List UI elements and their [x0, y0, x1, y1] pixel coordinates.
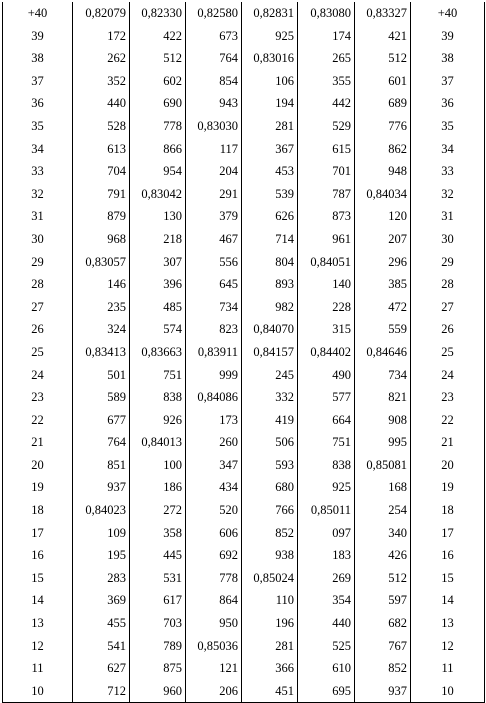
table-cell-value: 183 — [298, 544, 355, 567]
row-argument-right: 22 — [411, 409, 485, 432]
table-row — [3, 431, 485, 454]
table-row — [3, 47, 485, 70]
row-argument-left: 21 — [31, 435, 44, 450]
table-cell-value: 195 — [73, 544, 130, 567]
table-cell-value: 0,83042 — [130, 183, 186, 206]
table-cell-value: 0,83413 — [73, 341, 130, 364]
row-argument-right: 10 — [411, 680, 485, 703]
table-cell-value: 589 — [73, 386, 130, 409]
row-argument-left: 25 — [31, 344, 44, 359]
table-cell-value: 937 — [73, 476, 130, 499]
table-cell-value: 467 — [186, 228, 242, 251]
row-argument-left: 27 — [31, 299, 44, 314]
table-cell-value: 260 — [186, 431, 242, 454]
table-cell-value: 852 — [242, 522, 298, 545]
table-row — [3, 138, 485, 161]
table-cell-value: 734 — [355, 364, 411, 387]
table-cell-value: 525 — [298, 635, 355, 658]
row-argument-left: 38 — [31, 51, 44, 66]
table-cell-value: 520 — [186, 499, 242, 522]
row-argument-left: 23 — [31, 390, 44, 405]
table-cell-value: 999 — [186, 364, 242, 387]
table-cell-value: 0,83911 — [186, 341, 242, 364]
table-cell-value: 875 — [130, 657, 186, 680]
row-argument-left: 33 — [31, 164, 44, 179]
row-argument-right: 23 — [411, 386, 485, 409]
table-row — [3, 499, 485, 522]
table-cell-value: 704 — [73, 160, 130, 183]
table-cell-value: 0,83057 — [73, 251, 130, 274]
table-cell-value: 764 — [73, 431, 130, 454]
table-cell-value: 789 — [130, 635, 186, 658]
row-argument-left: 36 — [31, 96, 44, 111]
table-cell-value: 440 — [73, 92, 130, 115]
table-cell-value: 645 — [186, 273, 242, 296]
table-cell-value: 767 — [355, 635, 411, 658]
table-cell-value: 541 — [73, 635, 130, 658]
table-cell-value: 485 — [130, 296, 186, 319]
table-cell-value: 140 — [298, 273, 355, 296]
row-argument-left: 26 — [31, 322, 44, 337]
row-argument-right: 21 — [411, 431, 485, 454]
row-argument-right: 13 — [411, 612, 485, 635]
table-cell-value: 109 — [73, 522, 130, 545]
table-row — [3, 92, 485, 115]
table-cell-value: 117 — [186, 138, 242, 161]
table-cell-value: 879 — [73, 205, 130, 228]
table-row — [3, 205, 485, 228]
row-argument-right: 39 — [411, 25, 485, 48]
row-argument-left: 14 — [31, 593, 44, 608]
table-cell-value: 265 — [298, 47, 355, 70]
table-cell-value: 396 — [130, 273, 186, 296]
table-cell-value: 235 — [73, 296, 130, 319]
table-cell-value: 925 — [242, 25, 298, 48]
table-cell-value: 506 — [242, 431, 298, 454]
table-cell-value: 281 — [242, 635, 298, 658]
table-cell-value: 734 — [186, 296, 242, 319]
table-cell-value: 173 — [186, 409, 242, 432]
table-cell-value: 0,85024 — [242, 567, 298, 590]
table-cell-value: 194 — [242, 92, 298, 115]
table-cell-value: 787 — [298, 183, 355, 206]
table-row — [3, 296, 485, 319]
table-cell-value: 385 — [355, 273, 411, 296]
table-cell-value: 712 — [73, 680, 130, 703]
table-cell-value: 601 — [355, 70, 411, 93]
table-cell-value: 838 — [130, 386, 186, 409]
table-cell-value: 355 — [298, 70, 355, 93]
row-argument-right: 31 — [411, 205, 485, 228]
row-argument-right: 15 — [411, 567, 485, 590]
table-cell-value: 689 — [355, 92, 411, 115]
row-argument-left: 28 — [31, 277, 44, 292]
table-row — [3, 476, 485, 499]
table-cell-value: 426 — [355, 544, 411, 567]
row-argument-right: +40 — [411, 2, 485, 25]
table-row — [3, 228, 485, 251]
table-cell-value: 512 — [130, 47, 186, 70]
table-row — [3, 589, 485, 612]
table-cell-value: 512 — [355, 47, 411, 70]
table-cell-value: 995 — [355, 431, 411, 454]
row-argument-right: 36 — [411, 92, 485, 115]
row-argument-left: 12 — [31, 638, 44, 653]
table-cell-value: 664 — [298, 409, 355, 432]
table-cell-value: 0,82831 — [242, 2, 298, 25]
table-cell-value: 110 — [242, 589, 298, 612]
table-cell-value: 120 — [355, 205, 411, 228]
table-cell-value: 0,83030 — [186, 115, 242, 138]
table-cell-value: 764 — [186, 47, 242, 70]
table-cell-value: 680 — [242, 476, 298, 499]
table-cell-value: 0,85011 — [298, 499, 355, 522]
table-row — [3, 612, 485, 635]
table-cell-value: 174 — [298, 25, 355, 48]
table-cell-value: 873 — [298, 205, 355, 228]
table-row — [3, 680, 485, 703]
table-cell-value: 296 — [355, 251, 411, 274]
table-cell-value: 453 — [242, 160, 298, 183]
row-argument-left: 37 — [31, 73, 44, 88]
table-cell-value: 791 — [73, 183, 130, 206]
row-argument-right: 34 — [411, 138, 485, 161]
table-cell-value: 539 — [242, 183, 298, 206]
table-cell-value: 925 — [298, 476, 355, 499]
table-cell-value: 512 — [355, 567, 411, 590]
row-argument-left: 10 — [31, 683, 44, 698]
table-body — [3, 2, 485, 703]
table-cell-value: 369 — [73, 589, 130, 612]
table-cell-value: 0,83327 — [355, 2, 411, 25]
row-argument-right: 38 — [411, 47, 485, 70]
table-cell-value: 455 — [73, 612, 130, 635]
table-cell-value: 254 — [355, 499, 411, 522]
table-cell-value: 245 — [242, 364, 298, 387]
table-cell-value: 626 — [242, 205, 298, 228]
table-cell-value: 451 — [242, 680, 298, 703]
row-argument-right: 25 — [411, 341, 485, 364]
table-row — [3, 318, 485, 341]
row-argument-left: 15 — [31, 570, 44, 585]
row-argument-right: 12 — [411, 635, 485, 658]
table-cell-value: 615 — [298, 138, 355, 161]
table-row — [3, 273, 485, 296]
table-row — [3, 364, 485, 387]
table-cell-value: 281 — [242, 115, 298, 138]
table-cell-value: 324 — [73, 318, 130, 341]
table-cell-value: 218 — [130, 228, 186, 251]
table-row — [3, 251, 485, 274]
row-argument-left: 31 — [31, 209, 44, 224]
table-cell-value: 701 — [298, 160, 355, 183]
table-cell-value: 943 — [186, 92, 242, 115]
row-argument-right: 32 — [411, 183, 485, 206]
table-cell-value: 778 — [186, 567, 242, 590]
table-cell-value: 597 — [355, 589, 411, 612]
table-cell-value: 776 — [355, 115, 411, 138]
table-cell-value: 490 — [298, 364, 355, 387]
row-argument-right: 27 — [411, 296, 485, 319]
table-cell-value: 862 — [355, 138, 411, 161]
table-cell-value: 434 — [186, 476, 242, 499]
table-cell-value: 559 — [355, 318, 411, 341]
row-argument-right: 30 — [411, 228, 485, 251]
table-cell-value: 751 — [130, 364, 186, 387]
table-cell-value: 269 — [298, 567, 355, 590]
table-cell-value: 0,83080 — [298, 2, 355, 25]
table-cell-value: 0,82580 — [186, 2, 242, 25]
table-cell-value: 207 — [355, 228, 411, 251]
table-row — [3, 454, 485, 477]
table-row — [3, 2, 485, 25]
table-cell-value: 379 — [186, 205, 242, 228]
table-cell-value: 347 — [186, 454, 242, 477]
table-cell-value: 0,84402 — [298, 341, 355, 364]
table-cell-value: 866 — [130, 138, 186, 161]
value-table — [2, 2, 485, 703]
row-argument-right: 26 — [411, 318, 485, 341]
row-argument-right: 28 — [411, 273, 485, 296]
row-argument-left: 35 — [31, 118, 44, 133]
table-row — [3, 386, 485, 409]
table-cell-value: 419 — [242, 409, 298, 432]
table-cell-value: 556 — [186, 251, 242, 274]
table-cell-value: 937 — [355, 680, 411, 703]
table-row — [3, 567, 485, 590]
table-cell-value: 0,82079 — [73, 2, 130, 25]
table-cell-value: 291 — [186, 183, 242, 206]
table-cell-value: 968 — [73, 228, 130, 251]
row-argument-left: 20 — [31, 457, 44, 472]
row-argument-right: 14 — [411, 589, 485, 612]
table-cell-value: 0,84086 — [186, 386, 242, 409]
table-cell-value: 352 — [73, 70, 130, 93]
table-cell-value: 097 — [298, 522, 355, 545]
table-cell-value: 703 — [130, 612, 186, 635]
table-cell-value: 529 — [298, 115, 355, 138]
row-argument-left: 16 — [31, 548, 44, 563]
table-cell-value: 501 — [73, 364, 130, 387]
table-cell-value: 893 — [242, 273, 298, 296]
table-cell-value: 440 — [298, 612, 355, 635]
row-argument-right: 11 — [411, 657, 485, 680]
table-row — [3, 409, 485, 432]
row-argument-left: 22 — [31, 412, 44, 427]
table-cell-value: 340 — [355, 522, 411, 545]
table-cell-value: 852 — [355, 657, 411, 680]
row-argument-right: 16 — [411, 544, 485, 567]
table-cell-value: 766 — [242, 499, 298, 522]
table-cell-value: 121 — [186, 657, 242, 680]
table-row — [3, 160, 485, 183]
table-cell-value: 778 — [130, 115, 186, 138]
row-argument-left: 18 — [31, 503, 44, 518]
table-cell-value: 823 — [186, 318, 242, 341]
table-cell-value: 358 — [130, 522, 186, 545]
row-argument-left: 30 — [31, 231, 44, 246]
table-cell-value: 106 — [242, 70, 298, 93]
table-cell-value: 854 — [186, 70, 242, 93]
table-cell-value: 864 — [186, 589, 242, 612]
table-cell-value: 804 — [242, 251, 298, 274]
table-cell-value: 0,84023 — [73, 499, 130, 522]
table-row — [3, 657, 485, 680]
table-cell-value: 0,83663 — [130, 341, 186, 364]
table-cell-value: 204 — [186, 160, 242, 183]
table-cell-value: 0,85081 — [355, 454, 411, 477]
table-cell-value: 196 — [242, 612, 298, 635]
table-row — [3, 522, 485, 545]
table-cell-value: 926 — [130, 409, 186, 432]
table-cell-value: 613 — [73, 138, 130, 161]
table-cell-value: 692 — [186, 544, 242, 567]
table-cell-value: 421 — [355, 25, 411, 48]
table-cell-value: 0,84013 — [130, 431, 186, 454]
table-row — [3, 25, 485, 48]
table-cell-value: 445 — [130, 544, 186, 567]
table-cell-value: 938 — [242, 544, 298, 567]
table-cell-value: 283 — [73, 567, 130, 590]
table-cell-value: 0,84051 — [298, 251, 355, 274]
table-row — [3, 544, 485, 567]
table-cell-value: 948 — [355, 160, 411, 183]
row-argument-left: +40 — [27, 6, 48, 20]
table-cell-value: 677 — [73, 409, 130, 432]
table-cell-value: 714 — [242, 228, 298, 251]
table-cell-value: 627 — [73, 657, 130, 680]
row-argument-left: 24 — [31, 367, 44, 382]
table-cell-value: 673 — [186, 25, 242, 48]
table-cell-value: 982 — [242, 296, 298, 319]
table-cell-value: 950 — [186, 612, 242, 635]
table-cell-value: 146 — [73, 273, 130, 296]
row-argument-left: 34 — [31, 141, 44, 156]
table-cell-value: 577 — [298, 386, 355, 409]
table-cell-value: 354 — [298, 589, 355, 612]
row-argument-left: 17 — [31, 525, 44, 540]
table-row — [3, 115, 485, 138]
table-cell-value: 690 — [130, 92, 186, 115]
table-cell-value: 307 — [130, 251, 186, 274]
table-cell-value: 0,85036 — [186, 635, 242, 658]
table-cell-value: 695 — [298, 680, 355, 703]
table-cell-value: 0,84070 — [242, 318, 298, 341]
table-row — [3, 635, 485, 658]
table-cell-value: 442 — [298, 92, 355, 115]
row-argument-left: 39 — [31, 28, 44, 43]
row-argument-right: 24 — [411, 364, 485, 387]
row-argument-right: 18 — [411, 499, 485, 522]
table-cell-value: 472 — [355, 296, 411, 319]
table-cell-value: 186 — [130, 476, 186, 499]
table-cell-value: 422 — [130, 25, 186, 48]
table-cell-value: 610 — [298, 657, 355, 680]
table-cell-value: 954 — [130, 160, 186, 183]
table-cell-value: 602 — [130, 70, 186, 93]
table-cell-value: 172 — [73, 25, 130, 48]
table-cell-value: 0,83016 — [242, 47, 298, 70]
row-argument-right: 20 — [411, 454, 485, 477]
table-cell-value: 751 — [298, 431, 355, 454]
table-cell-value: 0,84646 — [355, 341, 411, 364]
table-cell-value: 960 — [130, 680, 186, 703]
row-argument-left: 11 — [31, 661, 44, 676]
table-cell-value: 821 — [355, 386, 411, 409]
table-row — [3, 341, 485, 364]
row-argument-right: 29 — [411, 251, 485, 274]
table-cell-value: 367 — [242, 138, 298, 161]
table-cell-value: 531 — [130, 567, 186, 590]
table-cell-value: 593 — [242, 454, 298, 477]
table-cell-value: 574 — [130, 318, 186, 341]
table-row — [3, 70, 485, 93]
table-cell-value: 908 — [355, 409, 411, 432]
row-argument-left: 13 — [31, 616, 44, 631]
table-cell-value: 961 — [298, 228, 355, 251]
row-argument-right: 35 — [411, 115, 485, 138]
table-cell-value: 168 — [355, 476, 411, 499]
row-argument-left: 29 — [31, 254, 44, 269]
row-argument-left: 32 — [31, 186, 44, 201]
table-cell-value: 262 — [73, 47, 130, 70]
table-cell-value: 851 — [73, 454, 130, 477]
table-cell-value: 0,82330 — [130, 2, 186, 25]
row-argument-left: 19 — [31, 480, 44, 495]
table-cell-value: 100 — [130, 454, 186, 477]
table-cell-value: 528 — [73, 115, 130, 138]
table-cell-value: 682 — [355, 612, 411, 635]
table-cell-value: 315 — [298, 318, 355, 341]
table-cell-value: 606 — [186, 522, 242, 545]
table-cell-value: 838 — [298, 454, 355, 477]
table-cell-value: 0,84157 — [242, 341, 298, 364]
row-argument-right: 37 — [411, 70, 485, 93]
row-argument-right: 33 — [411, 160, 485, 183]
table-cell-value: 130 — [130, 205, 186, 228]
table-cell-value: 206 — [186, 680, 242, 703]
table-cell-value: 617 — [130, 589, 186, 612]
row-argument-right: 17 — [411, 522, 485, 545]
table-row — [3, 183, 485, 206]
table-cell-value: 366 — [242, 657, 298, 680]
table-cell-value: 0,84034 — [355, 183, 411, 206]
table-cell-value: 272 — [130, 499, 186, 522]
table-cell-value: 332 — [242, 386, 298, 409]
row-argument-right: 19 — [411, 476, 485, 499]
table-cell-value: 228 — [298, 296, 355, 319]
